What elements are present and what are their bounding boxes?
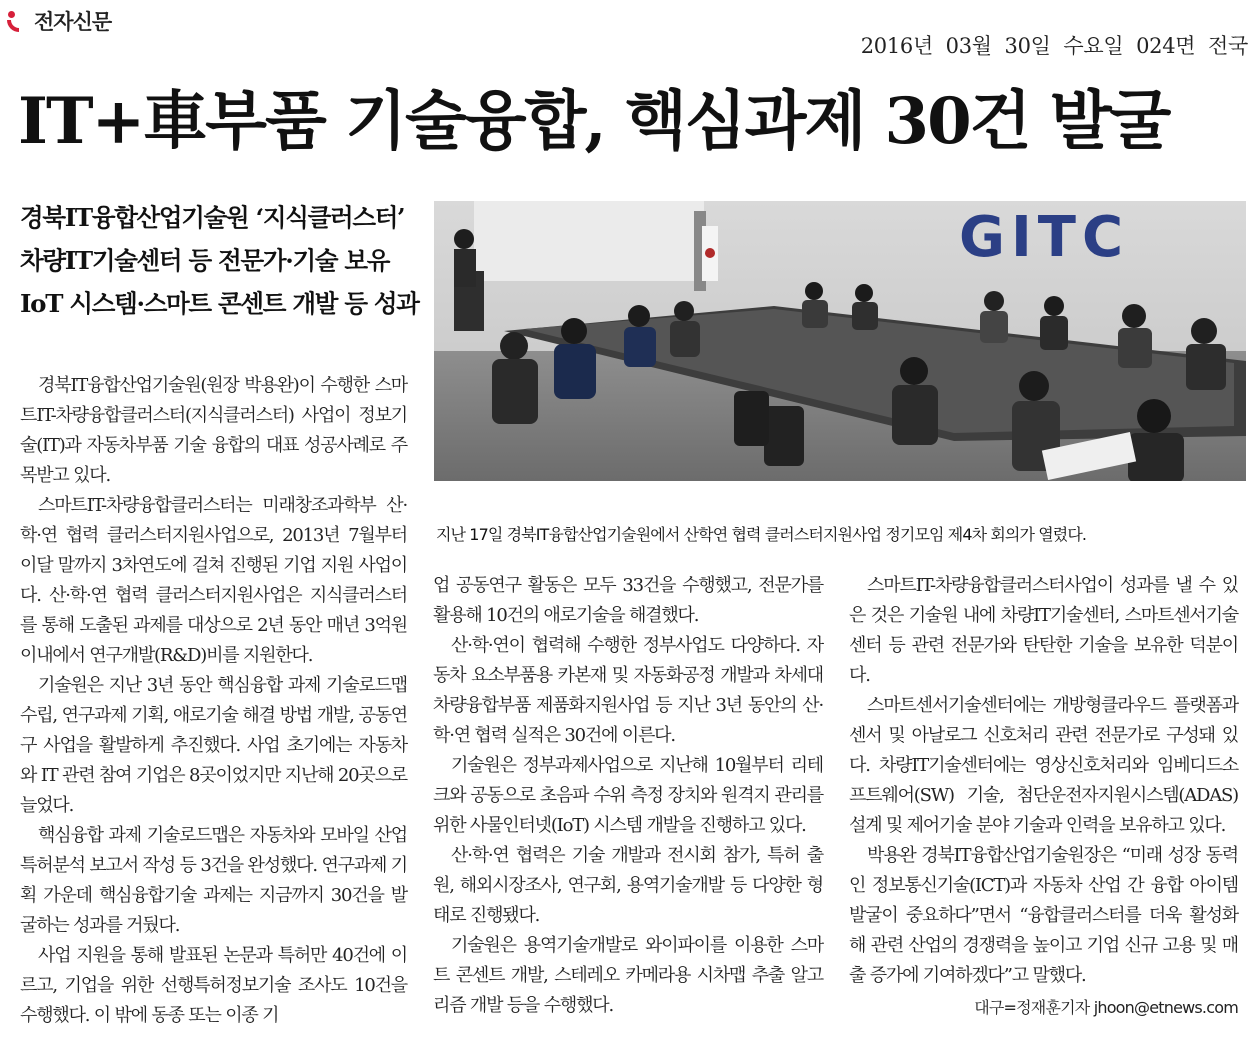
subheadline-3: IoT 시스템·스마트 콘센트 개발 등 성과 [20, 289, 419, 318]
paragraph: 핵심융합 과제 기술로드맵은 자동차와 모바일 산업 특허분석 보고서 작성 등 3건을 완성했다. 연구과제 기획 가운데 핵심융합기술 과제는 지금까지 30건을 발굴하는 성과를 거뒀다. [20, 825, 407, 936]
reporter-byline: 대구=정재훈기자 jhoon@etnews.com [974, 998, 1238, 1017]
newspaper-logo-text: 전자신문 [34, 10, 112, 34]
paragraph: 기술원은 정부과제사업으로 지난해 10월부터 리테크와 공동으로 초음파 수위 측정 장치와 원격지 관리를 위한 사물인터넷(IoT) 시스템 개발을 진행하고 있다. [433, 755, 823, 836]
subheadline-block [20, 196, 420, 325]
paragraph: 사업 지원을 통해 발표된 논문과 특허만 40건에 이르고, 기업을 위한 선행특허정보기술 조사도 10건을 수행했다. 이 밖에 동종 또는 이종 기 [20, 945, 407, 1026]
article-column-3 [849, 571, 1238, 1023]
paragraph: 산·학·연이 협력해 수행한 정부사업도 다양하다. 자동차 요소부품용 카본재 및 자동화공정 개발과 차세대 차량융합부품 제품화지원사업 등 지난 3년 동안의 산·학·연 협력 실적은 30건에 이른다. [433, 635, 823, 746]
paragraph: 경북IT융합산업기술원(원장 박용완)이 수행한 스마트IT-차량융합클러스터(지식클러스터) 사업이 정보기술(IT)과 자동차부품 기술 융합의 대표 성공사례로 주목받고 있다. [20, 375, 407, 486]
paragraph: 산·학·연 협력은 기술 개발과 전시회 참가, 특허 출원, 해외시장조사, 연구회, 용역기술개발 등 다양한 형태로 진행됐다. [433, 845, 823, 926]
etnews-logo-icon [6, 9, 30, 33]
paragraph: 박용완 경북IT융합산업기술원장은 “미래 성장 동력인 정보통신기술(ICT)과 자동차 산업 간 융합 아이템 발굴이 중요하다”면서 “융합클러스터를 더욱 활성화해 관련 산업의 경쟁력을 높이고 기업 신규 고용 및 매출 증가에 기여하겠다”고 말했다. [849, 845, 1238, 986]
subheadline-1: 경북IT융합산업기술원 ‘지식클러스터’ [20, 203, 405, 232]
article-column-1 [20, 371, 407, 1031]
paragraph: 스마트IT-차량융합클러스터는 미래창조과학부 산·학·연 협력 클러스터지원사업으로, 2013년 7월부터 이달 말까지 3차연도에 걸쳐 진행된 기업 지원 사업이다. 산·학·연 협력 클러스터지원사업은 지식클러스터를 통해 도출된 과제를 대상으로 2년 동안 매년 3억원 이내에서 연구개발(R&D)비를 지원한다. [20, 495, 407, 666]
paragraph: 스마트IT-차량융합클러스터사업이 성과를 낼 수 있은 것은 기술원 내에 차량IT기술센터, 스마트센서기술센터 등 관련 전문가와 탄탄한 기술을 보유한 덕분이다. [849, 575, 1238, 686]
dateline: 2016년 03월 30일 수요일 024면 전국 [860, 34, 1248, 58]
paragraph-continued: 업 공동연구 활동은 모두 33건을 수행했고, 전문가를 활용해 10건의 애로기술을 해결했다. [433, 575, 823, 626]
paragraph: 기술원은 지난 3년 동안 핵심융합 과제 기술로드맵 수립, 연구과제 기획, 애로기술 해결 방법 개발, 공동연구 사업을 활발하게 추진했다. 사업 초기에는 자동차와 IT 관련 참여 기업은 8곳이었지만 지난해 20곳으로 늘었다. [20, 675, 407, 816]
paragraph: 스마트센서기술센터에는 개방형클라우드 플랫폼과 센서 및 아날로그 신호처리 관련 전문가로 구성돼 있다. 차량IT기술센터에는 영상신호처리와 임베디드소프트웨어(SW) 기술, 첨단운전자지원시스템(ADAS) 설계 및 제어기술 분야 기술과 인력을 보유하고 있다. [849, 695, 1238, 836]
paragraph: 기술원은 용역기술개발로 와이파이를 이용한 스마트 콘센트 개발, 스테레오 카메라용 시차맵 추출 알고리즘 개발 등을 수행했다. [433, 935, 823, 1016]
photo-caption: 지난 17일 경북IT융합산업기술원에서 산학연 협력 클러스터지원사업 정기모임 제4차 회의가 열렸다. [436, 525, 1087, 544]
meeting-photo [434, 201, 1246, 481]
article-column-2 [433, 571, 823, 1021]
subheadline-2: 차량IT기술센터 등 전문가·기술 보유 [20, 246, 390, 275]
masthead [6, 4, 111, 38]
wall-logo-text: GITC [959, 205, 1130, 270]
article-headline: IT+車부품 기술융합, 핵심과제 30건 발굴 [18, 84, 1170, 159]
